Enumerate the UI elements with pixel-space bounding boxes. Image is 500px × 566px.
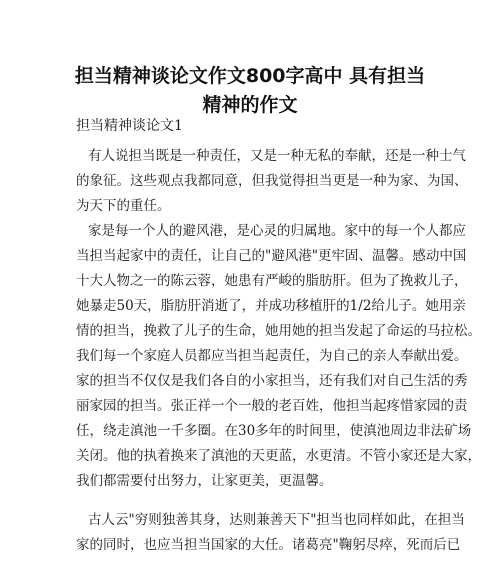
paragraph-line: 当担当起家中的责任，让自己的"避风港"更牢固、温馨。感动中国 xyxy=(76,248,467,264)
paragraph-line: 我们都需要付出努力，让家更美，更温馨。 xyxy=(76,473,333,489)
paragraph-line: 丽家园的担当。张正祥一个一般的老百姓，他担当起疼惜家园的责 xyxy=(76,398,468,414)
paragraph-line: 为天下的重任。 xyxy=(76,198,171,214)
paragraph-line: 关闭。他的执着换来了滇池的天更蓝，水更清。不管小家还是大家， xyxy=(76,448,481,464)
paragraph-line: 我们每一个家庭人员都应当担当起责任，为自己的亲人奉献出爱。 xyxy=(76,348,468,364)
paragraph-line: 家是每一个人的避风港，是心灵的归属地。家中的每一个人都应 xyxy=(88,223,466,239)
paragraph-line: 情的担当，挽救了儿子的生命，她用她的担当发起了命运的马拉松。 xyxy=(76,323,481,339)
title-line: 精神的作文 xyxy=(202,94,298,116)
paragraph-3 xyxy=(76,508,465,558)
paragraph-line: 任，绕走滇池一千多圈。在30多年的时间里，使滇池周边非法矿场 xyxy=(76,423,472,439)
paragraph-line: 十大人物之一的陈云蓉，她患有严峻的脂肪肝。但为了挽救儿子， xyxy=(76,273,468,289)
paragraph-line: 的象征。这些观点我都同意，但我觉得担当更是一种为家、为国、 xyxy=(76,173,468,189)
paragraph-line: 家的同时，也应当担当国家的大任。诸葛亮"鞠躬尽瘁，死而后已 xyxy=(76,537,461,553)
paragraph-line: 有人说担当既是一种责任，又是一种无私的奉献，还是一种士气 xyxy=(88,148,466,164)
paragraph-1 xyxy=(76,144,468,219)
paragraph-2 xyxy=(76,219,481,494)
paragraph-line: 她暴走50天，脂肪肝消逝了，并成功移植肝的1/2给儿子。她用亲 xyxy=(76,298,466,314)
paragraph-line: 家的担当不仅仅是我们各自的小家担当，还有我们对自己生活的秀 xyxy=(76,373,468,389)
document-title xyxy=(60,62,440,120)
title-line: 担当精神谈论文作文800字高中 具有担当 xyxy=(74,65,426,87)
section-subheading: 担当精神谈论文1 xyxy=(76,118,183,134)
paragraph-line: 古人云"穷则独善其身，达则兼善天下"担当也同样如此，在担当 xyxy=(88,512,465,528)
